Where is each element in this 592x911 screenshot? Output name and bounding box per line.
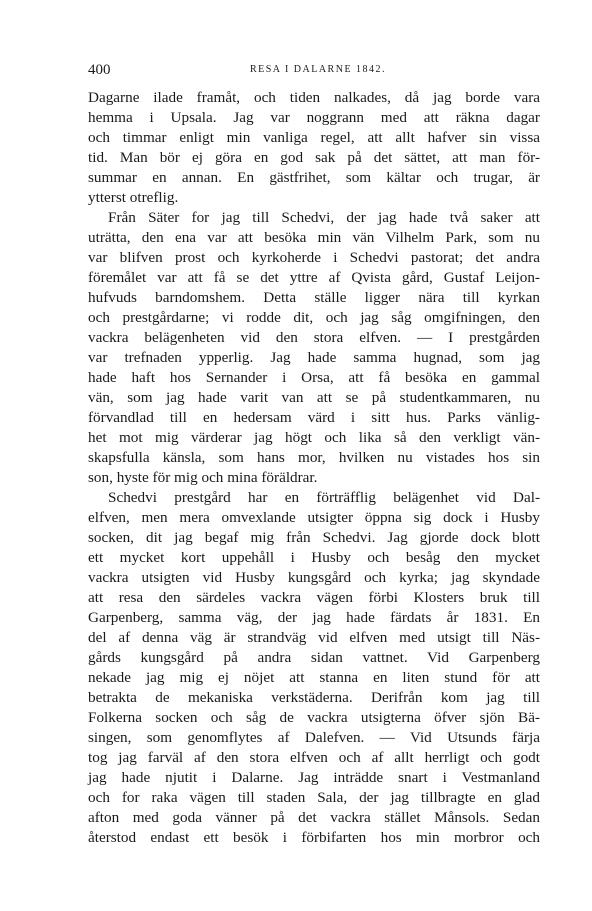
text-line: och prestgårdarne; vi rodde dit, och jag såg omgifningen, den [88,309,540,326]
paragraph [88,488,540,848]
text-line: ytterst otreflig. [88,189,179,206]
text-line: summar en annan. En gästfrihet, som kältar och trugar, är [88,169,540,186]
paragraph [88,208,540,488]
text-line: het mot mig värderar jag högt och lika så den verkligt vän- [88,429,540,446]
page-header [88,62,540,88]
paragraph [88,88,540,208]
text-line: elfven, men mera omvexlande utsigter öppna sig dock i Husby [88,509,540,526]
text-line: vackra belägenheten vid den stora elfven. — I prestgården [88,329,540,346]
text-line: Schedvi prestgård har en förträfflig belägenhet vid Dal- [108,489,540,506]
text-line: och for raka vägen till staden Sala, der jag tillbragte en glad [88,789,540,806]
text-line: vackra utsigten vid Husby kungsgård och kyrka; jag skyndade [88,569,540,586]
text-line: att resa den särdeles vackra vägen förbi Klosters bruk till [88,589,540,606]
text-line: socken, dit jag begaf mig från Schedvi. Jag gjorde dock blott [88,529,540,546]
text-line: och timmar enligt min vanliga regel, att allt hafver sin vissa [88,129,540,146]
text-line: afton med goda vänner på det vackra stället Månsols. Sedan [88,809,540,826]
text-line: var trefnaden ypperlig. Jag hade samma hugnad, som jag [88,349,540,366]
text-line: vän, som jag hade varit van att se på studentkammaren, nu [88,389,540,406]
text-line: nekade jag mig ej nöjet att stanna en liten stund för att [88,669,540,686]
body-text [88,88,540,848]
text-line: hade haft hos Sernander i Orsa, att få besöka en gammal [88,369,540,386]
text-line: tid. Man bör ej göra en god sak på det sättet, att man för- [88,149,540,166]
text-line: del af denna väg är strandväg vid elfven med utsigt till Näs- [88,629,540,646]
book-page [88,62,540,848]
text-line: son, hyste för mig och mina föräldrar. [88,469,318,486]
text-line: tog jag farväl af den stora elfven och af allt herrligt och godt [88,749,540,766]
text-line: betrakta de mekaniska verkstäderna. Derifrån kom jag till [88,689,540,706]
text-line: Garpenberg, samma väg, der jag hade färdats år 1831. En [88,609,540,626]
text-line: skapsfulla känsla, som hans mor, hvilken nu vistades hos sin [88,449,540,466]
running-title: RESA I DALARNE 1842. [249,64,387,75]
text-line: jag hade njutit i Dalarne. Jag inträdde snart i Vestmanland [88,769,540,786]
text-line: gårds kungsgård på andra sidan vattnet. Vid Garpenberg [88,649,540,666]
text-line: var blifven prost och kyrkoherde i Schedvi pastorat; det andra [88,249,540,266]
text-line: Folkerna socken och såg de vackra utsigterna öfver sjön Bä- [88,709,540,726]
text-line: ett mycket kort uppehåll i Husby och besåg den mycket [88,549,540,566]
text-line: hufvuds barndomshem. Detta ställe ligger nära till kyrkan [88,289,540,306]
text-line: Dagarne ilade framåt, och tiden nalkades, då jag borde vara [88,89,540,106]
text-line: återstod endast ett besök i förbifarten hos min morbror och [88,829,540,846]
text-line: uträtta, den ena var att besöka min vän Vilhelm Park, som nu [88,229,540,246]
text-line: singen, som genomflytes af Dalefven. — Vid Utsunds färja [88,729,540,746]
text-line: Från Säter for jag till Schedvi, der jag hade två saker att [108,209,540,226]
page-number: 400 [88,62,111,78]
text-line: föremålet var att få se det yttre af Qvista gård, Gustaf Leijon- [88,269,540,286]
text-line: förvandlad till en hedersam värd i sitt hus. Parks vänlig- [88,409,540,426]
text-line: hemma i Upsala. Jag var noggrann med att räkna dagar [88,109,540,126]
